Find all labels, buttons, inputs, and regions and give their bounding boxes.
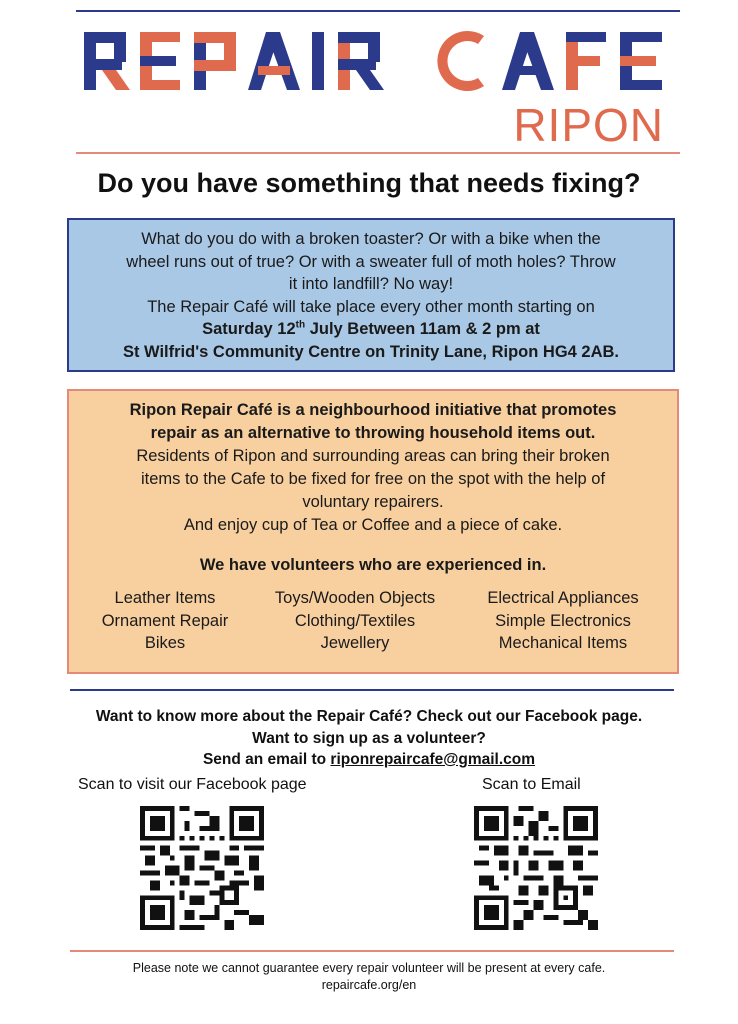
contact-info xyxy=(0,706,738,771)
intro-line-4: The Repair Café will take place every other month starting on xyxy=(147,297,595,316)
logo-underline xyxy=(76,152,680,154)
skill-item: Bikes xyxy=(144,634,186,652)
volunteer-prompt: Want to sign up as a volunteer? xyxy=(252,729,486,747)
about-lead: Ripon Repair Café is a neighbourhood initiative that promotes repair as an alternative to throwing household items out. xyxy=(129,401,617,442)
intro-line-3: it into landfill? No way! xyxy=(288,275,454,293)
skills-column-2 xyxy=(255,587,455,655)
email-qr-label: Scan to Email xyxy=(482,776,581,793)
skills-column-1 xyxy=(85,587,245,655)
skill-item: Leather Items xyxy=(114,589,216,607)
top-rule xyxy=(76,10,680,12)
skill-item: Clothing/Textiles xyxy=(294,611,416,630)
skill-item: Mechanical Items xyxy=(498,634,628,652)
facebook-qr-label: Scan to visit our Facebook page xyxy=(78,776,307,793)
about-body: Residents of Ripon and surrounding areas can bring their broken items to the Cafe to be fixed for free on the spot with the help of voluntary repairers. And enjoy cup of Tea or Coffee and a piece of cake. xyxy=(136,447,610,534)
skill-item: Toys/Wooden Objects xyxy=(274,589,436,607)
email-line: Send an email to riponrepaircafe@gmail.com xyxy=(202,751,536,768)
intro-box xyxy=(67,218,675,372)
email-qr-code[interactable] xyxy=(474,806,598,930)
skill-item: Simple Electronics xyxy=(495,611,631,630)
footer-rule xyxy=(70,950,674,952)
skill-item: Jewellery xyxy=(320,634,390,652)
logo-ripon: RIPON xyxy=(513,99,664,151)
skills-column-3 xyxy=(465,587,661,655)
facebook-qr-code[interactable] xyxy=(140,806,264,930)
footer-note xyxy=(0,960,738,994)
website-link[interactable]: repaircafe.org/en xyxy=(321,978,417,992)
about-box xyxy=(67,389,679,674)
intro-line-2: wheel runs out of true? Or with a sweater full of moth holes? Throw xyxy=(126,252,616,271)
skill-item: Electrical Appliances xyxy=(487,589,639,607)
email-link[interactable]: riponrepaircafe@gmail.com xyxy=(330,751,536,768)
intro-line-1: What do you do with a broken toaster? Or with a bike when the xyxy=(141,230,601,248)
volunteers-heading: We have volunteers who are experienced in. xyxy=(199,556,547,574)
event-venue: St Wilfrid's Community Centre on Trinity Lane, Ripon HG4 2AB. xyxy=(122,342,620,361)
repair-cafe-logo xyxy=(80,22,680,151)
section-divider xyxy=(70,689,674,691)
skills-list xyxy=(69,587,677,657)
page-title: Do you have something that needs fixing? xyxy=(97,168,641,198)
facebook-prompt: Want to know more about the Repair Café? Check out our Facebook page. xyxy=(95,708,643,725)
event-date: Saturday 12th July Between 11am & 2 pm at xyxy=(202,319,540,338)
skill-item: Ornament Repair xyxy=(101,611,229,630)
disclaimer: Please note we cannot guarantee every repair volunteer will be present at every cafe. xyxy=(132,961,606,975)
logo-wordmark xyxy=(80,22,680,102)
